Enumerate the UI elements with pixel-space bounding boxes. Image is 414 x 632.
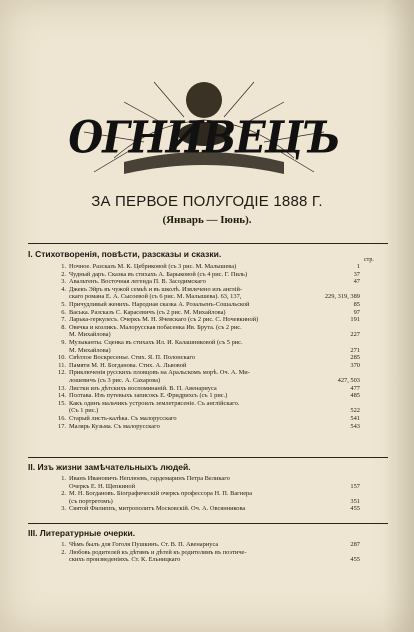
toc-entry-number: 7. [61, 316, 66, 324]
toc-entry-title: Старый листъ-калѣка. Съ малорусскаго [69, 415, 177, 422]
toc-entry-number: 5. [61, 301, 66, 308]
magazine-title: ОГНИВЕЦЪ [68, 111, 340, 164]
toc-entry [55, 400, 359, 415]
toc-entry-title: Ларька-геркулесъ. Очеркъ М. Н. Ячевскаго (съ 2 рис. С. Ночевкиной) [69, 316, 259, 324]
toc-entry-page: 271 [350, 346, 360, 354]
toc-entry [55, 541, 359, 549]
toc-entry [55, 369, 359, 384]
toc-entry [55, 316, 359, 324]
toc-entry [55, 362, 359, 370]
toc-entry-title: Полтава. Изъ путевыхъ записокъ Е. Фридрихсъ (съ 1 рис.) [69, 392, 228, 400]
toc-entry-line [55, 505, 359, 513]
toc-entry-number: 2. [61, 270, 66, 278]
toc-entry-line [55, 301, 359, 309]
toc-entry-page: 351 [350, 497, 360, 505]
toc-entry-page: 522 [350, 407, 360, 415]
toc-entry-title: Музыканты. Сценка въ стихахъ Ил. И. Калашниковой (съ 5 рис. [69, 339, 243, 346]
toc-entry-title: Какъ одинъ мальчикъ устроилъ землетрясеніе. Съ англійскаго. [69, 399, 240, 407]
toc-entry-line [55, 286, 359, 294]
toc-entry-line: Очеркъ Е. Н. Щепкиной [69, 482, 136, 490]
divider-top [28, 243, 388, 244]
toc-entry-line [55, 263, 359, 271]
toc-entry-line: скихъ произведеніяхъ. Ст. К. Ельницкаго [69, 556, 181, 564]
toc-entry-line [55, 415, 359, 423]
toc-entry [55, 392, 359, 400]
toc-entry [55, 385, 359, 393]
toc-entry-page: 370 [350, 361, 360, 369]
toc-entry-line [55, 316, 359, 324]
toc-entry [55, 354, 359, 362]
toc-entry-title: Приключенія русскихъ пловцовъ на Аральскомъ морѣ. Оч. А. Ми- [69, 369, 250, 377]
toc-entry-number: 9. [61, 339, 66, 346]
section-2-heading: II. Изъ жизни замѣчательныхъ людей. [28, 462, 191, 472]
toc-entry-title: М. Н. Богдановъ. Біографическій очеркъ профессора Н. П. Вагнера [69, 490, 253, 498]
toc-entry-number: 4. [61, 285, 66, 293]
toc-entry-number: 3. [61, 505, 66, 513]
toc-entry-page: 97 [353, 308, 360, 316]
toc-entry-line: М. Михайлова) [69, 346, 111, 354]
toc-entry-page: 191 [350, 316, 360, 324]
toc-entry-page: 285 [350, 354, 360, 362]
toc-entry-line [55, 400, 359, 408]
toc-entry-line: (съ портретомъ) [69, 497, 113, 505]
toc-entry-page: 287 [350, 541, 360, 548]
toc-entry [55, 339, 359, 354]
masthead-illustration [54, 62, 354, 192]
toc-entry-line [55, 324, 359, 332]
toc-entry-page: 1 [356, 263, 360, 270]
toc-entry-page: 477 [350, 384, 360, 392]
toc-entry [55, 286, 359, 301]
toc-entry-number: 6. [61, 308, 66, 316]
issue-subtitle: (Январь — Іюнь). [162, 214, 252, 226]
toc-entry-title: Святой Филиппъ, митрополитъ Московскій. Оч. А. Овсянникова [69, 505, 246, 513]
toc-entry-page: 485 [350, 392, 360, 400]
toc-entry-number: 11. [58, 361, 66, 369]
toc-entry [55, 475, 359, 490]
toc-entry-title: Чѣмъ былъ для Гоголя Пушкинъ. Ст. В. П. Авенариуса [69, 541, 219, 548]
toc-entry-number: 15. [58, 399, 66, 407]
toc-entry [55, 263, 359, 271]
divider-2 [28, 457, 388, 458]
toc-entry-line [55, 369, 359, 377]
toc-entry-page: 455 [350, 505, 360, 513]
toc-entry-page: 455 [350, 556, 360, 564]
toc-entry-number: 12. [58, 369, 66, 377]
toc-entry-line: лошевичъ (съ 3 рис. А. Сахарова) [69, 376, 161, 384]
section-3-heading: III. Литературные очерки. [28, 528, 136, 538]
toc-entry-page: 543 [350, 422, 360, 430]
toc-entry-number: 1. [61, 263, 66, 270]
toc-entry-line: скаго романа Е. А. Сысоевой (съ 6 рис. М. Малышева). 63, 137, [69, 293, 242, 301]
toc-entry-title: Авальтенъ. Восточная легенда П. В. Засодимскаго [69, 278, 206, 286]
toc-entry [55, 301, 359, 309]
toc-entry-title: Малярь Кузьма. Съ малорусскаго [69, 422, 160, 430]
divider-3 [28, 523, 388, 524]
toc-entry-line [55, 541, 359, 549]
toc-entry-line [55, 423, 359, 431]
toc-entry [55, 505, 359, 513]
toc-entry-page: 229, 319, 389 [324, 293, 360, 301]
toc-entry [55, 309, 359, 317]
toc-entry-line [55, 549, 359, 557]
toc-entry-number: 2. [61, 548, 66, 556]
toc-entry-line [55, 278, 359, 286]
toc-entry [55, 271, 359, 279]
page-column-label: стр. [364, 257, 374, 263]
toc-entry-number: 1. [61, 541, 66, 548]
toc-entry-line: М. Михайлова) [69, 331, 111, 339]
toc-entry-line [55, 490, 359, 498]
toc-entry-line: (Съ 1 рис.) [69, 407, 99, 415]
toc-entry-number: 8. [61, 323, 66, 331]
toc-entry [55, 324, 359, 339]
toc-entry-title: Васька. Разсказъ С. Карасевичъ (съ 2 рис. М. Михайлова) [69, 308, 226, 316]
toc-entry-line [55, 392, 359, 400]
toc-entry-number: 10. [58, 354, 66, 362]
toc-entry-line [55, 339, 359, 347]
toc-entry-number: 3. [61, 278, 66, 286]
toc-entry-page: 47 [353, 278, 360, 286]
toc-entry-page: 37 [353, 270, 360, 278]
toc-entry-line [55, 354, 359, 362]
toc-entry-page: 227 [350, 331, 360, 339]
toc-entry-title: Листки изъ дѣтскихъ воспоминаній. В. П. Авенариуса [69, 384, 217, 392]
toc-entry-title: Иванъ Ивановичъ Неплюевъ, гардемаринъ Петра Великаго [69, 475, 230, 482]
toc-entry-number: 2. [61, 490, 66, 498]
toc-entry-title: Памяти М. Н. Богданова. Стих. А. Львовой [69, 361, 187, 369]
toc-entry-line [55, 362, 359, 370]
toc-entry-title: Причудливый женихъ. Народная сказка А. Розальенъ-Сошальской [69, 301, 250, 308]
toc-entry-line [55, 309, 359, 317]
toc-entry-page: 427, 503 [337, 377, 360, 384]
toc-entry [55, 278, 359, 286]
toc-entry [55, 549, 359, 564]
toc-entry [55, 490, 359, 505]
toc-entry-title: Овечка и козликъ. Малорусская побасенка Ив. Брута. (съ 2 рис. [69, 323, 242, 331]
toc-entry-page: 157 [350, 482, 360, 490]
toc-entry-page: 85 [353, 301, 360, 308]
toc-entry-title: Свѣтлое Воскресенье. Стих. Я. П. Полонскаго [69, 354, 196, 362]
toc-entry-number: 13. [58, 384, 66, 392]
toc-entry-title: Чудный даръ. Сказка въ стихахъ А. Барыковой (съ 4 рис. Г. Пиль) [69, 270, 248, 278]
toc-entry-number: 17. [58, 422, 66, 430]
toc-entry-line [55, 385, 359, 393]
toc-entry [55, 423, 359, 431]
section-1-heading: I. Стихотворенія, повѣсти, разсказы и сказки. [28, 249, 222, 259]
toc-entry-title: Джекъ Эйръ въ чужой семьѣ и въ школѣ. Извлечено изъ англій- [69, 285, 243, 293]
toc-entry-number: 1. [61, 475, 66, 482]
toc-entry-title: Ночное. Разсказъ М. К. Цебриковой (съ 3 рис. М. Малышева) [69, 263, 237, 270]
opposite-page-edge [384, 0, 414, 632]
toc-entry-page: 541 [350, 415, 360, 422]
toc-entry-number: 14. [58, 392, 66, 400]
toc-entry-line [55, 271, 359, 279]
issue-title: ЗА ПЕРВОЕ ПОЛУГОДІЕ 1888 Г. [91, 193, 323, 210]
toc-entry [55, 415, 359, 423]
toc-entry-number: 16. [58, 415, 66, 422]
toc-entry-line [55, 475, 359, 483]
toc-entry-title: Любовь родителей къ дѣтямъ и дѣтей къ родителямъ въ поэтиче- [69, 548, 247, 556]
